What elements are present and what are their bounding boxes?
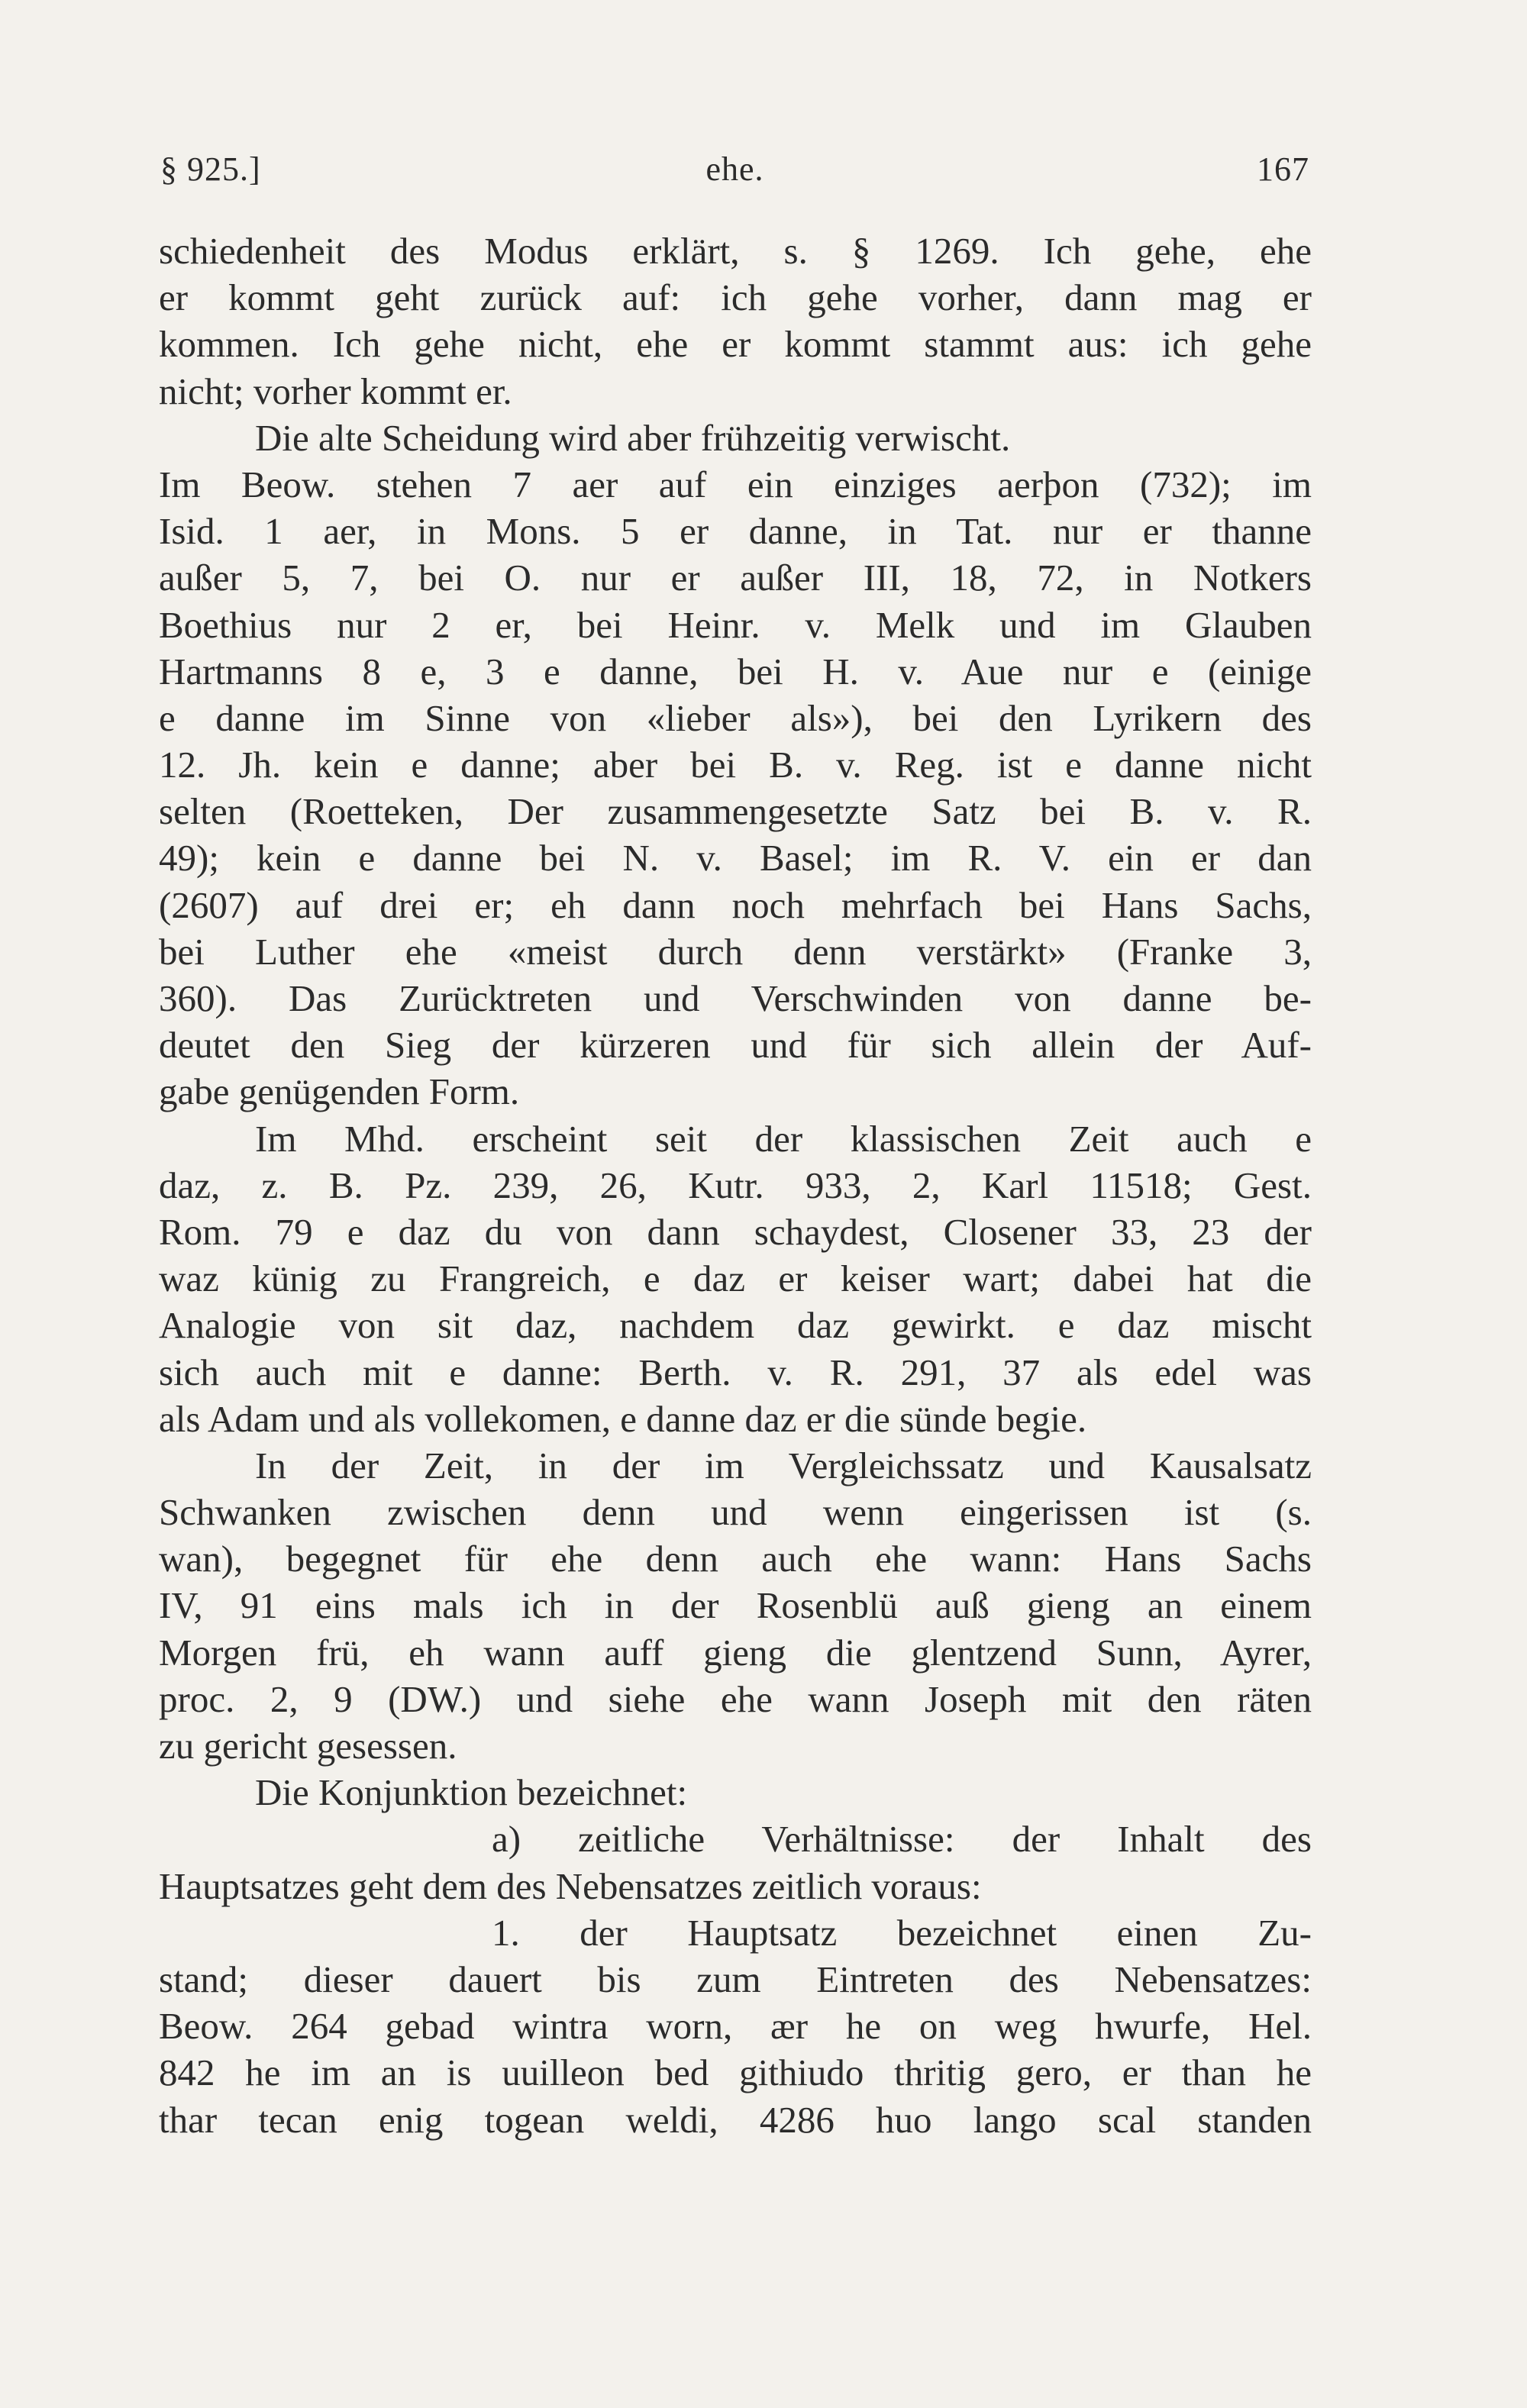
text-line: gabe genügenden Form. bbox=[159, 1070, 520, 1113]
text-line: als Adam und als vollekomen, e danne daz er die sünde begie. bbox=[159, 1397, 1087, 1440]
text-line: waz künig zu Frangreich, e daz er keiser wart; dabei hat die bbox=[159, 1257, 1312, 1300]
text-line: Schwanken zwischen denn und wenn eingerissen ist (s. bbox=[159, 1491, 1312, 1534]
text-line: Im Beow. stehen 7 aer auf ein einziges aerþon (732); im bbox=[159, 463, 1312, 505]
text-line: außer 5, 7, bei O. nur er außer III, 18, 72, in Notkers bbox=[159, 557, 1312, 599]
text-line: daz, z. B. Pz. 239, 26, Kutr. 933, 2, Karl 11518; Gest. bbox=[159, 1164, 1312, 1206]
text-line: 49); kein e danne bei N. v. Basel; im R. V. ein er dan bbox=[159, 837, 1312, 880]
text-line: Hauptsatzes geht dem des Nebensatzes zeitlich voraus: bbox=[159, 1864, 982, 1907]
text-line: Boethius nur 2 er, bei Heinr. v. Melk und im Glauben bbox=[159, 603, 1312, 646]
text-line: nicht; vorher kommt er. bbox=[159, 370, 512, 412]
page-number: 167 bbox=[1257, 150, 1309, 188]
text-line: Isid. 1 aer, in Mons. 5 er danne, in Tat. nur er thanne bbox=[159, 510, 1312, 553]
text-line: bei Luther ehe «meist durch denn verstärkt» (Franke 3, bbox=[159, 930, 1312, 973]
text-line: 360). Das Zurücktreten und Verschwinden von danne be- bbox=[159, 977, 1312, 1019]
body-text bbox=[159, 228, 1312, 2143]
text-line: kommen. Ich gehe nicht, ehe er kommt stammt aus: ich gehe bbox=[159, 323, 1312, 366]
text-line: a) zeitliche Verhältnisse: der Inhalt des bbox=[492, 1818, 1312, 1861]
text-line: e danne im Sinne von «lieber als»), bei den Lyrikern des bbox=[159, 696, 1312, 739]
text-line: stand; dieser dauert bis zum Eintreten des Nebensatzes: bbox=[159, 1958, 1312, 2000]
text-line: proc. 2, 9 (DW.) und siehe ehe wann Joseph mit den räten bbox=[159, 1677, 1312, 1720]
text-line: zu gericht gesessen. bbox=[159, 1725, 457, 1767]
text-line: schiedenheit des Modus erklärt, s. § 1269. Ich gehe, ehe bbox=[159, 230, 1312, 272]
text-line: (2607) auf drei er; eh dann noch mehrfach bei Hans Sachs, bbox=[159, 883, 1312, 926]
section-reference: § 925.] bbox=[160, 150, 261, 188]
text-line: 12. Jh. kein e danne; aber bei B. v. Reg. ist e danne nicht bbox=[159, 744, 1312, 786]
text-line: thar tecan enig togean weldi, 4286 huo lango scal standen bbox=[159, 2098, 1312, 2141]
header-word: ehe. bbox=[705, 150, 764, 188]
text-line: deutet den Sieg der kürzeren und für sich allein der Auf- bbox=[159, 1024, 1312, 1067]
text-line: wan), begegnet für ehe denn auch ehe wann: Hans Sachs bbox=[159, 1538, 1312, 1580]
text-line: In der Zeit, in der im Vergleichssatz und Kausalsatz bbox=[255, 1444, 1312, 1486]
text-line: 842 he im an is uuilleon bed githiudo thritig gero, er than he bbox=[159, 2051, 1312, 2094]
text-line: Analogie von sit daz, nachdem daz gewirkt. e daz mischt bbox=[159, 1304, 1312, 1347]
text-line: 1. der Hauptsatz bezeichnet einen Zu- bbox=[492, 1911, 1312, 1954]
text-line: sich auch mit e danne: Berth. v. R. 291, 37 als edel was bbox=[159, 1351, 1312, 1393]
text-line: Morgen frü, eh wann auff gieng die glentzend Sunn, Ayrer, bbox=[159, 1631, 1312, 1674]
text-line: Rom. 79 e daz du von dann schaydest, Closener 33, 23 der bbox=[159, 1210, 1312, 1253]
text-line: Hartmanns 8 e, 3 e danne, bei H. v. Aue nur e (einige bbox=[159, 650, 1312, 692]
text-line: selten (Roetteken, Der zusammengesetzte Satz bei B. v. R. bbox=[159, 790, 1312, 833]
text-line: Beow. 264 gebad wintra worn, ær he on weg hwurfe, Hel. bbox=[159, 2005, 1312, 2048]
text-line: Die alte Scheidung wird aber frühzeitig verwischt. bbox=[255, 416, 1011, 459]
text-line: Im Mhd. erscheint seit der klassischen Zeit auch e bbox=[255, 1117, 1312, 1160]
text-line: er kommt geht zurück auf: ich gehe vorher, dann mag er bbox=[159, 276, 1312, 319]
text-line: Die Konjunktion bezeichnet: bbox=[255, 1771, 688, 1814]
running-header bbox=[160, 147, 1309, 192]
text-line: IV, 91 eins mals ich in der Rosenblü auß gieng an einem bbox=[159, 1584, 1312, 1627]
